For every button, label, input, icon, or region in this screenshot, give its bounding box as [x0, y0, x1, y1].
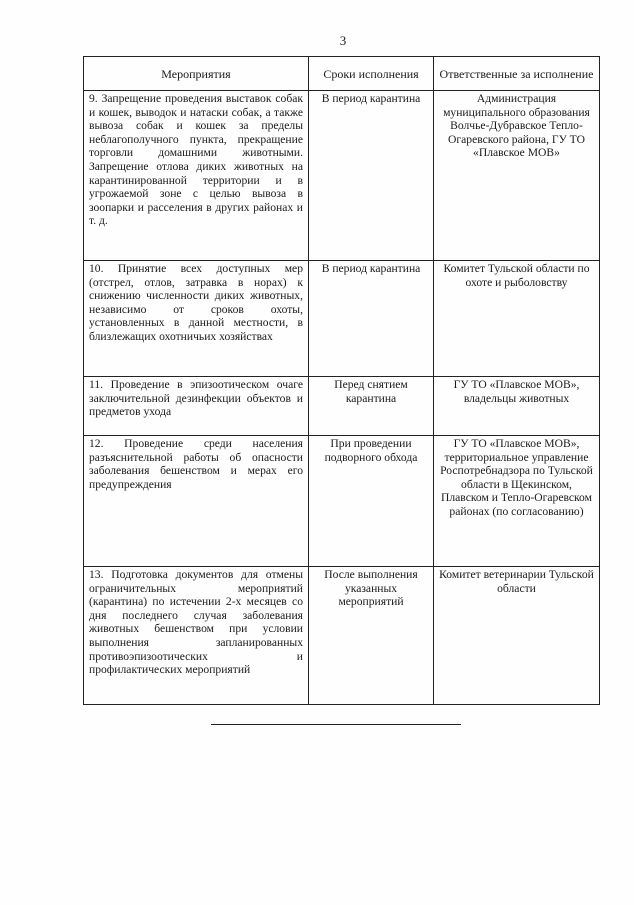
header-measures: Мероприятия [84, 57, 309, 91]
responsible-cell: Комитет Тульской области по охоте и рыболовству [434, 261, 600, 377]
page-number: 3 [339, 33, 347, 48]
measure-cell: 10. Принятие всех доступных мер (отстрел, отлов, затравка в норах) к снижению численности диких животных, независимо от сроков охоты, установленных в данной местности, в близлежащих охотничьих хозяйствах [84, 261, 309, 377]
measure-cell: 9. Запрещение проведения выставок собак и кошек, выводок и натаски собак, а также вывоза собак и кошек за пределы неблагополучного пункта, прекращение торговли домашними животными. Запрещение отлова диких животных на карантинированной территории и в угрожаемой зоне с целью вывоза в зоопарки и расселения в других районах и т. д. [84, 91, 309, 261]
measures-table [83, 56, 600, 705]
term-cell: После выполнения указанных мероприятий [309, 567, 434, 705]
table-row [84, 567, 600, 705]
responsible-cell: ГУ ТО «Плавское МОВ», территориальное управление Роспотребнадзора по Тульской области в Щекинском, Плавском и Тепло-Огаревском районах (по согласованию) [434, 436, 600, 567]
term-cell: В период карантина [309, 261, 434, 377]
header-responsible: Ответственные за исполнение [434, 57, 600, 91]
closing-divider-line [211, 724, 461, 725]
table-header-row [84, 57, 600, 91]
table-row [84, 261, 600, 377]
term-cell: Перед снятием карантина [309, 377, 434, 436]
responsible-cell: ГУ ТО «Плавское МОВ», владельцы животных [434, 377, 600, 436]
header-terms: Сроки исполнения [309, 57, 434, 91]
measure-cell: 11. Проведение в эпизоотическом очаге заключительной дезинфекции объектов и предметов ухода [84, 377, 309, 436]
measure-cell: 12. Проведение среди населения разъяснительной работы об опасности заболевания бешенством и мерах его предупреждения [84, 436, 309, 567]
table-row [84, 91, 600, 261]
responsible-cell: Комитет ветеринарии Тульской области [434, 567, 600, 705]
responsible-cell: Администрация муниципального образования Волчье-Дубравское Тепло-Огаревского района, ГУ ТО «Плавское МОВ» [434, 91, 600, 261]
table-row [84, 377, 600, 436]
measure-cell: 13. Подготовка документов для отмены ограничительных мероприятий (карантина) по истечении 2-х месяцев со дня последнего случая заболевания животных бешенством при условии выполнения запланированных противоэпизоотических и профилактических мероприятий [84, 567, 309, 705]
term-cell: При проведении подворного обхода [309, 436, 434, 567]
term-cell: В период карантина [309, 91, 434, 261]
table-row [84, 436, 600, 567]
